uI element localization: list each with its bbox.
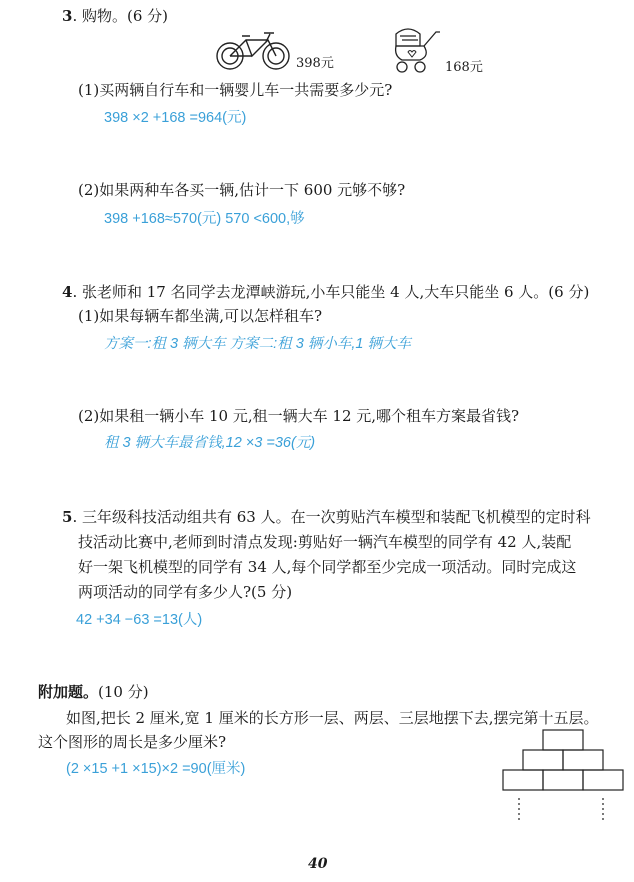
q5-line3: 好一架飞机模型的同学有 34 人,每个同学都至少完成一项活动。同时完成这 [78,558,577,576]
q4-answer1: 方案一:租 3 辆大车 方案二:租 3 辆小车,1 辆大车 [104,336,411,352]
q3-number: 3 [62,7,73,25]
q3-sub2: (2)如果两种车各买一辆,估计一下 600 元够不够? [78,181,406,199]
q5-line1 [62,505,628,530]
q4-title-text: . 张老师和 17 名同学去龙潭峡游玩,小车只能坐 4 人,大车只能坐 6 人。(6 分) [72,283,590,301]
q3-answer1: 398 ×2 +168 =964(元) [104,110,247,126]
q5-number: 5 [62,508,73,526]
bonus-score: (10 分) [98,683,149,701]
q5-line2: 技活动比赛中,老师到时清点发现:剪贴好一辆汽车模型的同学有 42 人,装配 [78,533,572,551]
q5-text [62,505,628,605]
q4-number: 4 [62,283,73,301]
bonus-title-text: 附加题。 [38,683,99,701]
bonus-line2: 这个图形的周长是多少厘米? [38,733,227,751]
bonus-line1: 如图,把长 2 厘米,宽 1 厘米的长方形一层、两层、三层地摆下去,摆完第十五层。 [66,709,599,727]
page-number: 40 [308,856,328,872]
q3-title-text: . 购物。(6 分) [72,7,168,25]
q5-line1-text: . 三年级科技活动组共有 63 人。在一次剪贴汽车模型和装配飞机模型的定时科 [72,508,591,526]
q5-answer: 42 +34 −63 =13(人) [76,612,203,628]
stacked-rectangles-figure [500,728,628,824]
stroller-icon [390,24,442,74]
q4-answer2: 租 3 辆大车最省钱,12 ×3 =36(元) [104,435,316,451]
bonus-answer: (2 ×15 +1 ×15)×2 =90(厘米) [66,761,246,777]
bonus-title [38,682,149,702]
q3-title [62,6,168,26]
q5-line4: 两项活动的同学有多少人?(5 分) [78,583,293,601]
q3-sub1: (1)买两辆自行车和一辆婴儿车一共需要多少元? [78,81,393,99]
q4-title [62,282,589,302]
q4-sub2: (2)如果租一辆小车 10 元,租一辆大车 12 元,哪个租车方案最省钱? [78,407,520,425]
bicycle-price: 398元 [296,56,334,71]
q3-answer2: 398 +168≈570(元) 570 <600,够 [104,211,305,227]
bicycle-icon [214,30,294,72]
stroller-price: 168元 [445,60,483,75]
q4-sub1: (1)如果每辆车都坐满,可以怎样租车? [78,307,323,325]
